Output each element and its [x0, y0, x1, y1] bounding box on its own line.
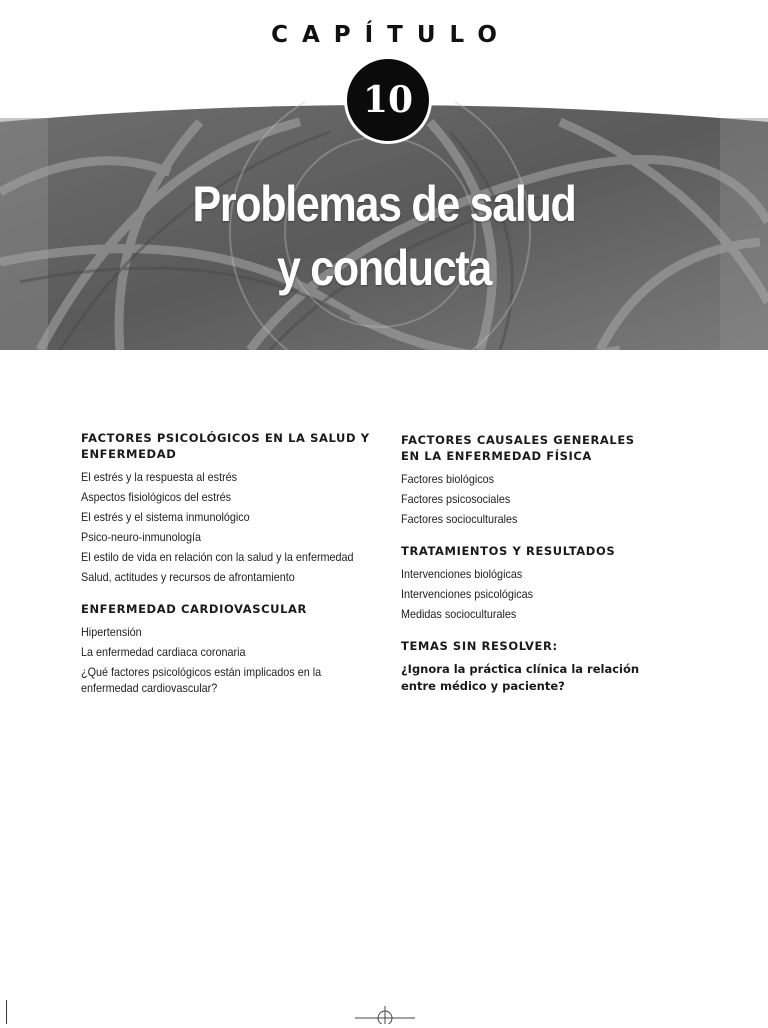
section-factores-causales	[401, 432, 701, 527]
contents-item: Factores biológicos	[401, 472, 495, 486]
unresolved-question: ¿Ignora la práctica clínica la relación entre médico y paciente?	[401, 662, 640, 693]
contents-item: Factores psicosociales	[401, 492, 511, 506]
chapter-number-badge: 10	[344, 56, 432, 144]
section-heading: FACTORES PSICOLÓGICOS EN LA SALUD Y ENFERMEDAD	[81, 431, 370, 461]
chapter-label: CAPÍTULO	[271, 22, 511, 48]
chapter-title	[54, 172, 714, 300]
section-heading: TRATAMIENTOS Y RESULTADOS	[401, 544, 616, 558]
contents-item: Medidas socioculturales	[401, 607, 517, 621]
section-heading: TEMAS SIN RESOLVER:	[401, 639, 558, 653]
section-heading: ENFERMEDAD CARDIOVASCULAR	[81, 602, 307, 616]
contents-right-column	[401, 432, 701, 711]
section-factores-psicologicos	[81, 430, 381, 585]
chapter-title-line-1: Problemas de salud	[192, 176, 576, 232]
contents-item: Salud, actitudes y recursos de afrontamiento	[81, 570, 295, 584]
section-heading: FACTORES CAUSALES GENERALES EN LA ENFERMEDAD FÍSICA	[401, 433, 635, 463]
contents-item: La enfermedad cardiaca coronaria	[81, 645, 246, 659]
section-temas-sin-resolver	[401, 638, 701, 695]
registration-mark-icon	[355, 1004, 415, 1028]
contents-item: El estilo de vida en relación con la salud y la enfermedad	[81, 550, 354, 564]
contents-item: ¿Qué factores psicológicos están implicados en la enfermedad cardiovascular?	[81, 665, 322, 695]
contents-left-column	[81, 430, 381, 712]
section-enfermedad-cardiovascular	[81, 601, 381, 696]
chapter-title-line-2: y conducta	[276, 240, 492, 296]
contents-item: El estrés y la respuesta al estrés	[81, 470, 238, 484]
contents-item: Psico-neuro-inmunología	[81, 530, 202, 544]
contents-item: Hipertensión	[81, 625, 142, 639]
contents-item: Factores socioculturales	[401, 512, 518, 526]
contents-item: Intervenciones psicológicas	[401, 587, 534, 601]
contents-item: Intervenciones biológicas	[401, 567, 523, 581]
contents-item: El estrés y el sistema inmunológico	[81, 510, 250, 524]
crop-mark	[6, 1000, 7, 1024]
contents-item: Aspectos fisiológicos del estrés	[81, 490, 232, 504]
section-tratamientos	[401, 543, 701, 622]
